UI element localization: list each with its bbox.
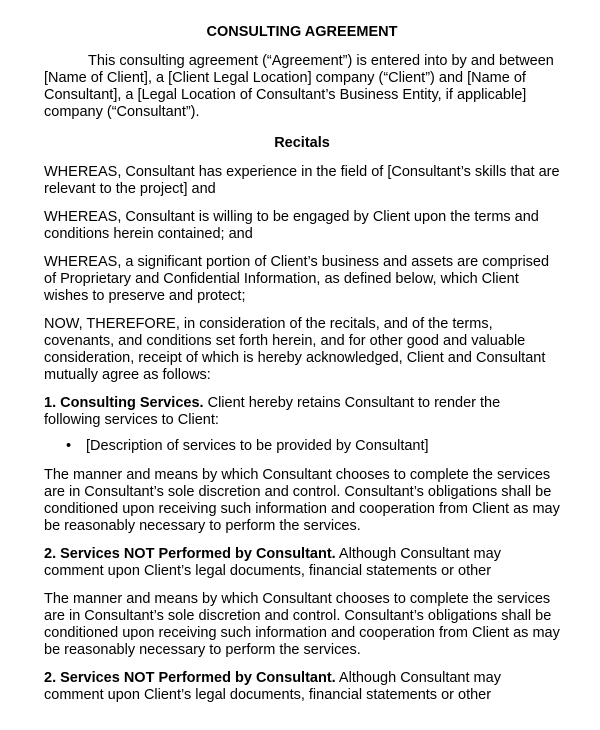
list-item-text: [Description of services to be provided by Consultant]: [86, 438, 429, 454]
section-2-text-repeat: Although Consultant may comment upon Client’s legal documents, financial statements or other: [44, 670, 501, 703]
section-2-heading-repeat: 2. Services NOT Performed by Consultant.: [44, 670, 336, 686]
manner-paragraph-1: The manner and means by which Consultant chooses to complete the services are in Consultant’s sole discretion and control. Consultant’s obligations shall be conditioned upon receiving such information and cooperation from Client as may be reasonably necessary to perform the services.: [44, 467, 560, 534]
list-item: [66, 438, 560, 455]
section-2-paragraph-1: [44, 546, 560, 580]
section-2-heading: 2. Services NOT Performed by Consultant.: [44, 546, 336, 562]
services-list: [44, 438, 560, 455]
document-page: [44, 24, 560, 715]
bullet-icon: •: [66, 438, 72, 454]
section-1-heading: 1. Consulting Services.: [44, 395, 204, 411]
recital-paragraph-4: NOW, THEREFORE, in consideration of the recitals, and of the terms, covenants, and conditions set forth herein, and for other good and valuable consideration, receipt of which is hereby acknowledged, Client and Consultant mutually agree as follows:: [44, 316, 546, 383]
intro-paragraph: This consulting agreement (“Agreement”) is entered into by and between [Name of Client], a [Client Legal Location] company (“Client”) and [Name of Consultant], a [Legal Location of Consultant’s Business Entity, if applicable] company (“Consultant”).: [44, 53, 554, 120]
recital-paragraph-2: WHEREAS, Consultant is willing to be engaged by Client upon the terms and conditions herein contained; and: [44, 209, 539, 242]
section-1-paragraph: [44, 395, 560, 429]
recital-paragraph-1: WHEREAS, Consultant has experience in the field of [Consultant’s skills that are relevant to the project] and: [44, 164, 560, 197]
recital-paragraph-3: WHEREAS, a significant portion of Client’s business and assets are comprised of Proprietary and Confidential Information, as defined below, which Client wishes to preserve and protect;: [44, 254, 550, 304]
section-2-text: Although Consultant may comment upon Client’s legal documents, financial statements or other: [44, 546, 501, 579]
document-title: CONSULTING AGREEMENT: [206, 24, 398, 40]
recitals-heading: Recitals: [274, 135, 330, 151]
section-1-text: Client hereby retains Consultant to render the following services to Client:: [44, 395, 501, 428]
manner-paragraph-2: The manner and means by which Consultant chooses to complete the services are in Consultant’s sole discretion and control. Consultant’s obligations shall be conditioned upon receiving such information and cooperation from Client as may be reasonably necessary to perform the services.: [44, 591, 560, 658]
section-2-paragraph-2: [44, 670, 560, 704]
